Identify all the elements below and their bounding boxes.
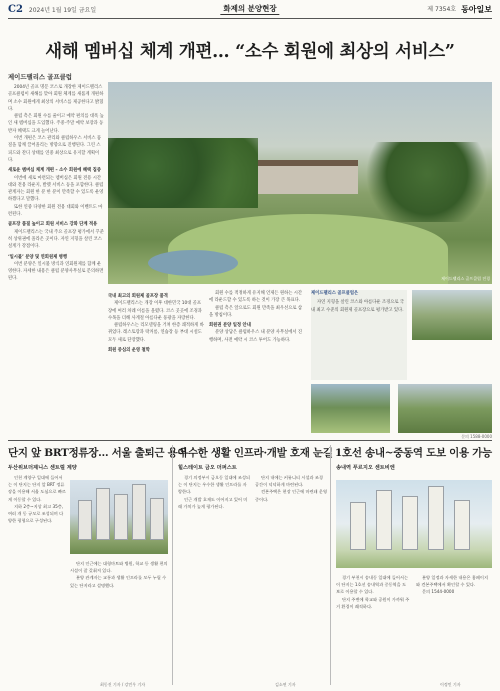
page-header	[8, 0, 492, 19]
article-subtitle: 힐스테이트 금오 더퍼스트	[178, 465, 237, 471]
paragraph: 경기 의정부시 금오동 일대에 조성되는 이 단지는 우수한 생활 인프라를 자랑한다.	[178, 475, 251, 495]
tower	[132, 484, 146, 540]
column-rule	[330, 445, 331, 685]
paragraph: 클럽하우스는 리모델링을 거쳐 한층 쾌적하게 바뀌었다. 레스토랑과 락커룸, 연습장 등 부대 시설도 모두 새로 단장했다.	[108, 323, 204, 343]
apartment-rendering	[336, 480, 492, 568]
subheading: 골프장 품질 높이고 회원 서비스 강화 단계 적용	[8, 222, 98, 228]
tower	[428, 486, 444, 550]
column-rule	[172, 445, 173, 685]
article-column	[336, 574, 410, 610]
article-column	[8, 474, 66, 524]
paragraph: 경기 부천시 송내동 일대에 들어서는 이 단지는 1호선 송내역과 중동역을 도보로 이용할 수 있다.	[336, 575, 409, 595]
article-headline: 우수한 생활 인프라·개발 호재 눈길	[178, 447, 333, 459]
paragraph: 클럽 측은 앞으로도 회원 만족을 최우선으로 삼을 방침이다.	[209, 305, 303, 318]
article-column	[416, 574, 492, 596]
article-headline: 단지 앞 BRT정류장… 서울 출퇴근 용이	[8, 447, 188, 459]
paragraph: 이번에 새로 마련되는 멤버십은 회원 전용 시간대와 전용 라운지, 발렛 서비스 등을 포함한다. 클럽 관계자는 회원 한 분 한 분이 만족할 수 있도록 운영하겠다고 말했다.	[8, 175, 104, 203]
clubhouse-photo	[398, 384, 492, 433]
subheading: ‘일시불’ 분양 및 연회원제 병행	[8, 254, 68, 260]
paragraph: 인천 계양구 일대에 들어서는 이 단지는 단지 앞 BRT 정류장을 이용해 서울 도심으로 빠르게 이동할 수 있다.	[8, 475, 66, 502]
paragraph: 분양 일정과 자세한 내용은 홈페이지와 견본주택에서 확인할 수 있다.	[416, 575, 489, 588]
article-subtitle: 송내역 푸르지오 센트비엔	[336, 465, 395, 471]
article-headline: 1호선 송내~중동역 도보 이용 가능	[335, 447, 492, 459]
paragraph: 제이드팰리스는 개장 이후 대한민국 10대 골프장에 여러 차례 이름을 올렸다. 코스 곳곳에 조경과 수목을 더해 사계절 아름다운 풍광을 자랑한다.	[108, 301, 202, 321]
subheading: 회원권 분양 일정 안내	[209, 323, 251, 329]
tower	[150, 498, 164, 540]
issue-number: 제 7354호	[427, 5, 457, 13]
clubhouse	[258, 160, 358, 194]
byline: 이정민 기자	[440, 682, 461, 687]
paragraph: 회원 수를 적정하게 유지해 언제든 원하는 시간에 라운드할 수 있도록 하는 것이 가장 큰 목표다.	[209, 291, 303, 304]
paragraph: 인근 개발 호재도 이어지고 있어 미래 가치가 높게 평가된다.	[178, 496, 248, 509]
article-column	[70, 560, 168, 589]
paragraph: 제이드팰리스는 국내 주요 골프장 평가에서 꾸준히 상위권에 올라온 곳이다. 자연 지형을 살린 코스 설계가 강점이다.	[8, 229, 104, 250]
article-column-3	[209, 290, 305, 344]
tree-area	[362, 142, 492, 222]
course-photo	[311, 384, 390, 433]
byline: 최동진 기자 / 강민우 기자	[100, 682, 146, 687]
subheading: 국내 최고의 회원제 골프장 품격	[108, 294, 168, 299]
page-number: C2	[8, 3, 23, 15]
main-photo-caption: 제이드팰리스 골프클럽 전경	[441, 276, 490, 281]
paragraph: 분양 상담은 클럽하우스 내 분양 사무실에서 진행하며, 사전 예약 시 코스 투어도 가능하다.	[209, 330, 303, 343]
main-headline: 새해 멤버십 체계 개편… “소수 회원에 최상의 서비스”	[45, 42, 455, 62]
paragraph: 클럽 측은 회원 수를 줄이고 예약 편의를 대폭 높인 새 멤버십을 도입했다. 주중·주말 예약 보장과 동반자 혜택도 크게 늘어난다.	[8, 114, 104, 134]
section-title: 화제의 분양현장	[220, 3, 279, 15]
caption-tag: 제이드팰리스 골프클럽은	[311, 291, 359, 296]
photo-caption	[311, 290, 407, 380]
paragraph: 견본주택은 현장 인근에 마련돼 운영 중이다.	[255, 489, 328, 502]
paragraph: 문의 1544-0000	[422, 589, 455, 595]
tower	[114, 494, 128, 540]
tower	[376, 490, 392, 550]
tree-area	[108, 138, 258, 208]
tower	[350, 502, 366, 550]
paragraph: 2004년 골프 명문 코스로 개장한 제이드팰리스 골프클럽이 새해를 맞아 회원 체계를 새롭게 개편하며 소수 회원에게 최상의 서비스를 제공한다고 밝혔다.	[8, 85, 104, 112]
paragraph: 분양 관계자는 교통과 생활 인프라를 모두 누릴 수 있는 단지라고 설명했다.	[70, 575, 167, 588]
newspaper-logo: 동아일보	[461, 3, 492, 14]
caption-text: 자연 지형을 살린 코스와 아름다운 조경으로 국내 최고 수준의 회원제 골프장으로 평가받고 있다.	[311, 300, 405, 313]
article-column-2	[108, 290, 204, 354]
issue-date: 2024년 1월 19일 금요일	[28, 6, 97, 14]
article-column	[178, 474, 250, 510]
article-lead: 제이드팰리스 골프클럽	[8, 73, 72, 81]
water-hazard	[148, 250, 238, 276]
paragraph: 이번 분양은 일시불 방식과 연회원제를 함께 운영한다. 자세한 내용은 클럽 분양사무실로 문의하면 된다.	[8, 261, 104, 282]
paragraph: 단지 주변에 학교와 공원이 가까워 주거 환경이 쾌적하다.	[336, 596, 410, 609]
paragraph: 단지 인근에는 대형마트와 병원, 학교 등 생활 편의시설이 잘 갖춰져 있다.	[70, 561, 168, 574]
tower	[402, 496, 418, 550]
course-photo	[412, 290, 492, 340]
tower	[78, 500, 92, 540]
article-column-1	[8, 84, 104, 283]
paragraph: 또한 연중 다양한 회원 전용 대회와 이벤트도 마련된다.	[8, 204, 103, 218]
apartment-rendering	[70, 480, 168, 554]
golf-course-photo	[108, 82, 492, 284]
section-divider	[8, 440, 492, 441]
tower	[454, 500, 470, 550]
subheading: 새로운 멤버십 체계 개편 – 소수 회원에 혜택 집중	[8, 168, 101, 174]
paragraph: 이번 개편은 코스 관리와 클럽하우스 서비스 품질을 함께 끌어올리는 방향으로 진행된다. 그린 스피드와 잔디 상태를 연중 최상으로 유지할 계획이다.	[8, 136, 102, 163]
article-subtitle: 두산위브더제니스 센트럴 계양	[8, 465, 77, 471]
tower	[96, 488, 110, 540]
paragraph: 단지 내에는 커뮤니티 시설과 조경 공간이 넉넉하게 마련된다.	[255, 475, 323, 488]
article-column	[255, 474, 327, 503]
photo-credit: 문의 1588-0000	[461, 434, 492, 439]
paragraph: 지하 2층~지상 최고 35층, 여러 개 동 규모로 조성되며 다양한 평형으로 구성된다.	[8, 503, 64, 524]
subheading: 회원 중심의 운영 철학	[108, 348, 150, 354]
byline: 김소연 기자	[275, 682, 296, 687]
